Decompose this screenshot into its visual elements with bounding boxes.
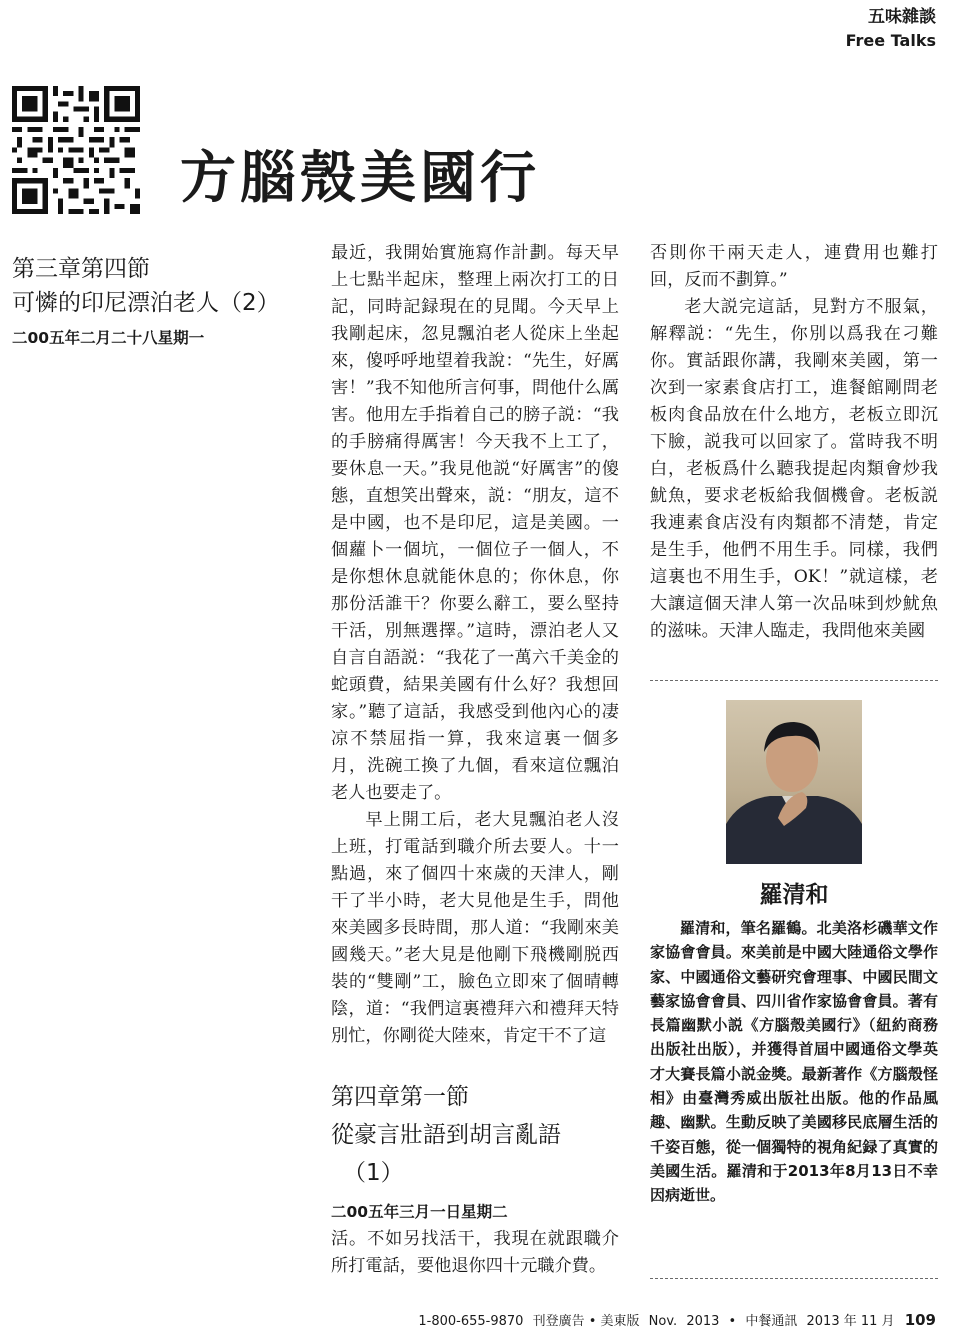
- section-name-zh: 五味雜談: [868, 7, 936, 27]
- article-column-2: [331, 240, 619, 1050]
- footer-publication: 中餐通訊: [745, 1314, 798, 1329]
- divider-bottom: [650, 1278, 938, 1279]
- footer-separator: •: [728, 1314, 737, 1329]
- paragraph: 否則你干兩天走人，連費用也難打回，反而不劃算。”: [650, 243, 938, 290]
- qr-code: [12, 86, 140, 214]
- chapter2-heading-line3: （1）: [343, 1160, 404, 1186]
- paragraph: 活。不如另找活干，我現在就跟職介所打電話，要他退你四十元職介費。: [331, 1229, 619, 1276]
- footer-year: 2013: [686, 1314, 720, 1329]
- footer-month: Nov.: [648, 1314, 678, 1329]
- footer-ad-label: 刊登廣告 • 美東版: [532, 1314, 640, 1329]
- paragraph: 最近，我開始實施寫作計劃。每天早上七點半起床，整理上兩次打工的日記，同時記録現在的見聞。今天早上我剛起床，忽見飄泊老人從床上坐起來，傻呼呼地望着我說：“先生，好厲害！”我不知他所言何事，問他什么厲害。他用左手指着自己的膀子説：“我的手膀痛得厲害！今天我不上工了，要休息一天。”我見他説“好厲害”的傻態，直想笑出聲來，説：“朋友，這不是中國，也不是印尼，這是美國。一個蘿卜一個坑，一個位子一個人，不是你想休息就能休息的；你休息，你那份活誰干？你要么辭工，要么堅持干活，別無選擇。”這時，漂泊老人又自言自語説：“我花了一萬六千美金的蛇頭費，結果美國有什么好？我想回家。”聽了這話，我感受到他內心的凄凉不禁屈指一算，我來這裏一個多月，洗碗工換了九個，看來這位飄泊老人也要走了。: [331, 243, 619, 803]
- chapter1-date: 二00五年二月二十八星期一: [12, 329, 205, 347]
- author-photo: [726, 700, 862, 864]
- chapter1-heading-line1: 第三章第四節: [12, 256, 150, 282]
- footer-issue: 2013 年 11 月: [806, 1314, 895, 1329]
- chapter2-heading-line2: 從豪言壯語到胡言亂語: [331, 1122, 561, 1148]
- page-number: 109: [904, 1311, 936, 1329]
- chapter2-date: 二00五年三月一日星期二: [331, 1203, 508, 1221]
- section-tag: [846, 6, 936, 52]
- paragraph: 老大説完這話，見對方不服氣，解釋説：“先生，你別以爲我在刁難你。實話跟你講，我剛來美國，第一次到一家素食店打工，進餐館剛問老板肉食品放在什么地方，老板立即沉下臉，説我可以回家了。當時我不明白，老板爲什么聽我提起肉類會炒我魷魚，要求老板給我個機會。老板説我連素食店没有肉類都不清楚，肯定是生手，他們不用生手。同樣，我們這裏也不用生手，OK！”就這樣，老大讓這個天津人第一次品味到炒魷魚的滋味。天津人臨走，我問他來美國: [650, 297, 938, 641]
- divider-top: [650, 680, 938, 681]
- footer-phone: 1-800-655-9870: [418, 1314, 524, 1329]
- author-name: 羅清和: [759, 882, 829, 908]
- paragraph: 早上開工后，老大見飄泊老人沒上班，打電話到職介所去要人。十一點過，來了個四十來歲的天津人，剛干了半小時，老大見他是生手，問他來美國多長時間，那人道：“我剛來美國幾天。”老大見是他剛下飛機剛脱西裝的“雙剛”工，臉色立即來了個晴轉陰，道：“我們這裏禮拜六和禮拜天特別忙，你剛從大陸來，肯定干不了這: [331, 810, 619, 1046]
- section-name-en: Free Talks: [845, 31, 936, 50]
- chapter2-heading-line1: 第四章第一節: [331, 1084, 469, 1110]
- chapter1-heading-line2: 可憐的印尼漂泊老人（2）: [12, 290, 280, 316]
- article-title: 方腦殼美國行: [180, 145, 540, 211]
- article-column-2-bottom: [331, 1226, 619, 1280]
- article-column-3: [650, 240, 938, 645]
- page-footer: [413, 1310, 936, 1329]
- author-bio: 羅清和，筆名羅鶴。北美洛杉磯華文作家協會會員。來美前是中國大陸通俗文學作家、中國通俗文藝研究會理事、中國民間文藝家協會會員、四川省作家協會會員。著有長篇幽默小説《方腦殼美國行》（紐約商務出版社出版），并獲得首屆中國通俗文學英才大賽長篇小説金獎。最新著作《方腦殼怪相》由臺灣秀威出版社出版。他的作品風趣、幽默。生動反映了美國移民底層生活的千姿百態，從一個獨特的視角紀録了真實的美國生活。羅清和于2013年8月13日不幸因病逝世。: [650, 919, 938, 1205]
